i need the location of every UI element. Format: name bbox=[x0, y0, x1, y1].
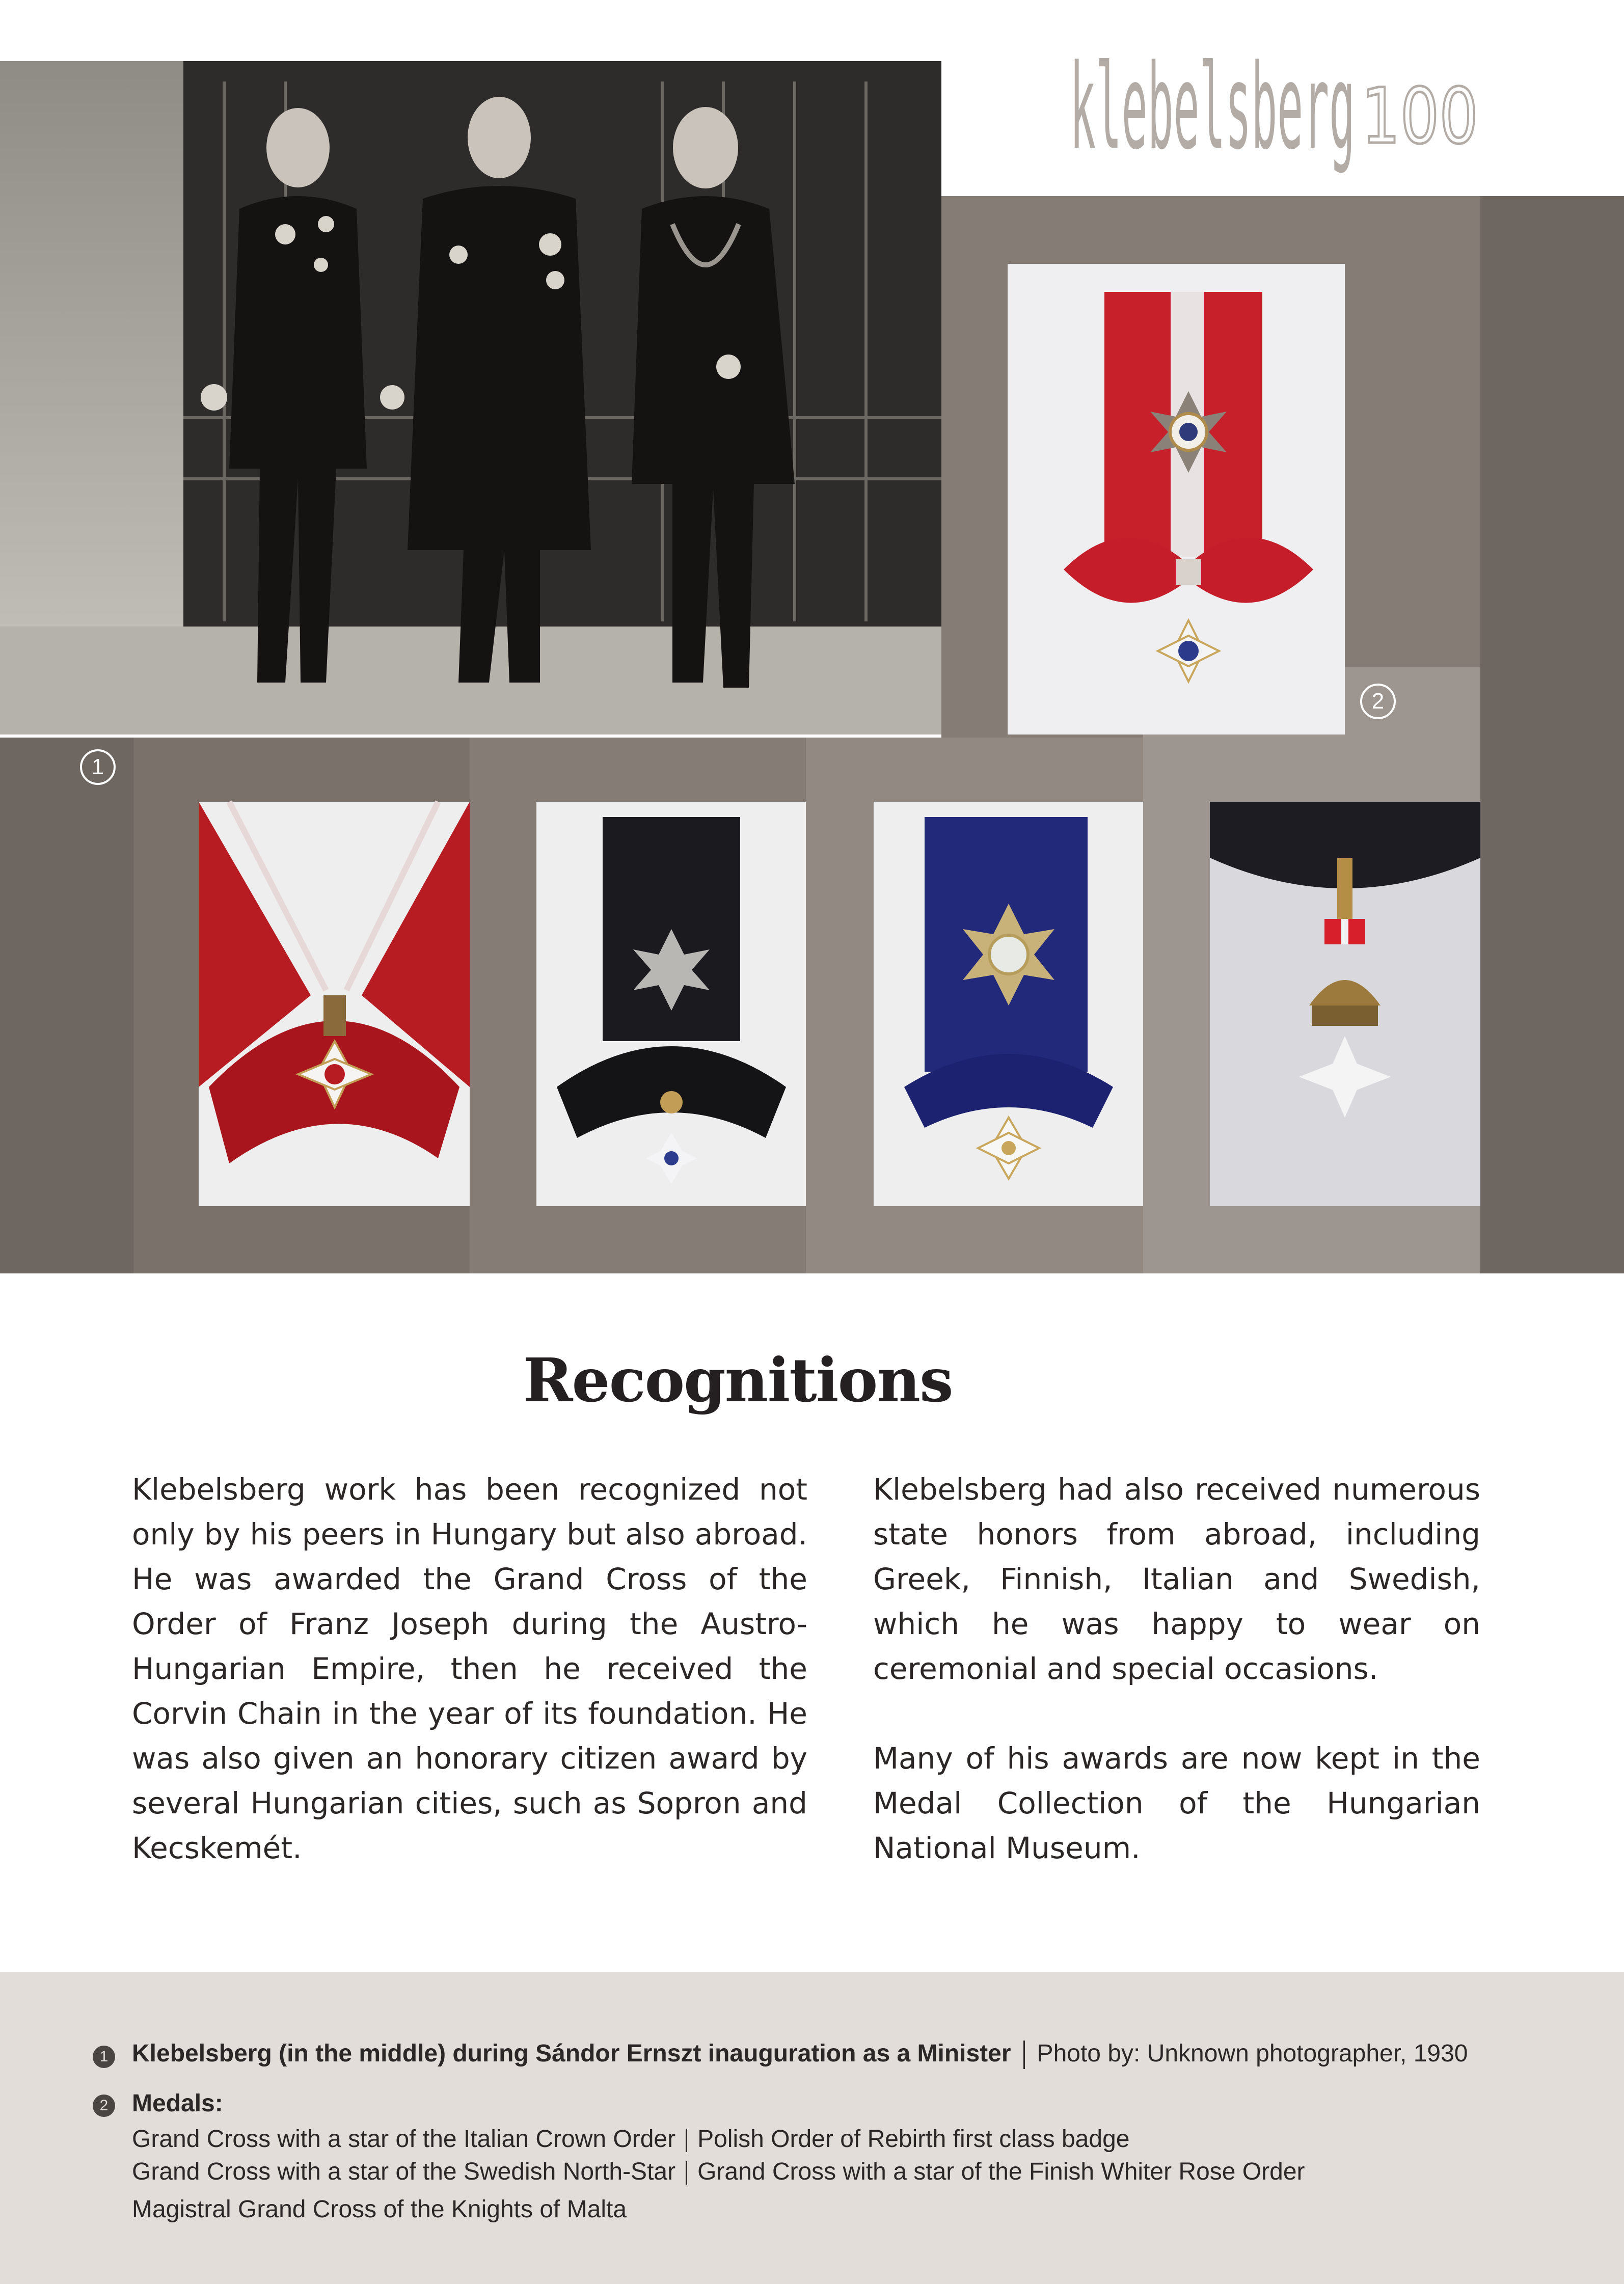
historic-group-photo bbox=[0, 61, 941, 735]
logo-wordmark: klebelsberg bbox=[1070, 40, 1355, 176]
article-left-column bbox=[132, 1467, 807, 1870]
caption-number-2: 2 bbox=[93, 2095, 115, 2117]
right-paragraph-2: Many of his awards are now kept in the Medal Collection of the Hungarian National Museum. bbox=[873, 1741, 1480, 1865]
collage-band bbox=[0, 738, 133, 1273]
caption-2-line-3: Magistral Grand Cross of the Knights of Malta bbox=[132, 2196, 627, 2223]
figure-2-marker: 2 bbox=[1360, 684, 1396, 719]
left-paragraph: Klebelsberg work has been recognized not only by his peers in Hungary but also abroad. He was awarded the Grand Cross of the Order of Franz Joseph during the Austro-Hungarian Empire, then he received the Corvin Chain in the year of its foundation. He was also given an honorary citizen award by several Hungarian cities, such as Sopron and Kecskemét. bbox=[132, 1472, 807, 1865]
swedish-north-star-photo bbox=[536, 802, 806, 1206]
collage-band-right bbox=[1480, 196, 1624, 1273]
caption-number-1: 1 bbox=[93, 2046, 115, 2068]
caption-1 bbox=[132, 2040, 1468, 2069]
caption-2-line-1 bbox=[132, 2125, 1129, 2153]
caption-separator bbox=[686, 2161, 687, 2185]
knights-of-malta-photo bbox=[1210, 802, 1480, 1206]
figure-1-marker: 1 bbox=[80, 749, 116, 785]
section-title: Recognitions bbox=[523, 1345, 953, 1416]
caption-separator bbox=[1023, 2041, 1025, 2069]
klebelsberg-100-logo bbox=[1070, 41, 1487, 183]
caption-2-item: Grand Cross with a star of the Finish Whiter Rose Order bbox=[697, 2158, 1305, 2185]
caption-2-item: Grand Cross with a star of the Swedish North-Star bbox=[132, 2158, 676, 2185]
finnish-white-rose-photo bbox=[874, 802, 1143, 1206]
caption-separator bbox=[686, 2129, 687, 2152]
caption-2-line-2 bbox=[132, 2158, 1305, 2186]
italian-crown-order-photo bbox=[1008, 264, 1345, 735]
logo-number: 100 bbox=[1361, 72, 1478, 161]
article-right-column bbox=[873, 1467, 1480, 1870]
caption-2-title: Medals: bbox=[132, 2090, 223, 2117]
caption-1-credit: Photo by: Unknown photographer, 1930 bbox=[1037, 2040, 1468, 2067]
right-paragraph-1: Klebelsberg had also received numerous state honors from abroad, including Greek, Finnish, Italian and Swedish, which he was happy to wear on ceremonial and special occasions. bbox=[873, 1472, 1480, 1686]
caption-1-title: Klebelsberg (in the middle) during Sándor Ernszt inauguration as a Minister bbox=[132, 2040, 1011, 2067]
polish-order-of-rebirth-photo bbox=[199, 802, 470, 1206]
caption-2-item: Polish Order of Rebirth first class badge bbox=[697, 2126, 1130, 2153]
caption-2-item: Grand Cross with a star of the Italian Crown Order bbox=[132, 2126, 676, 2153]
